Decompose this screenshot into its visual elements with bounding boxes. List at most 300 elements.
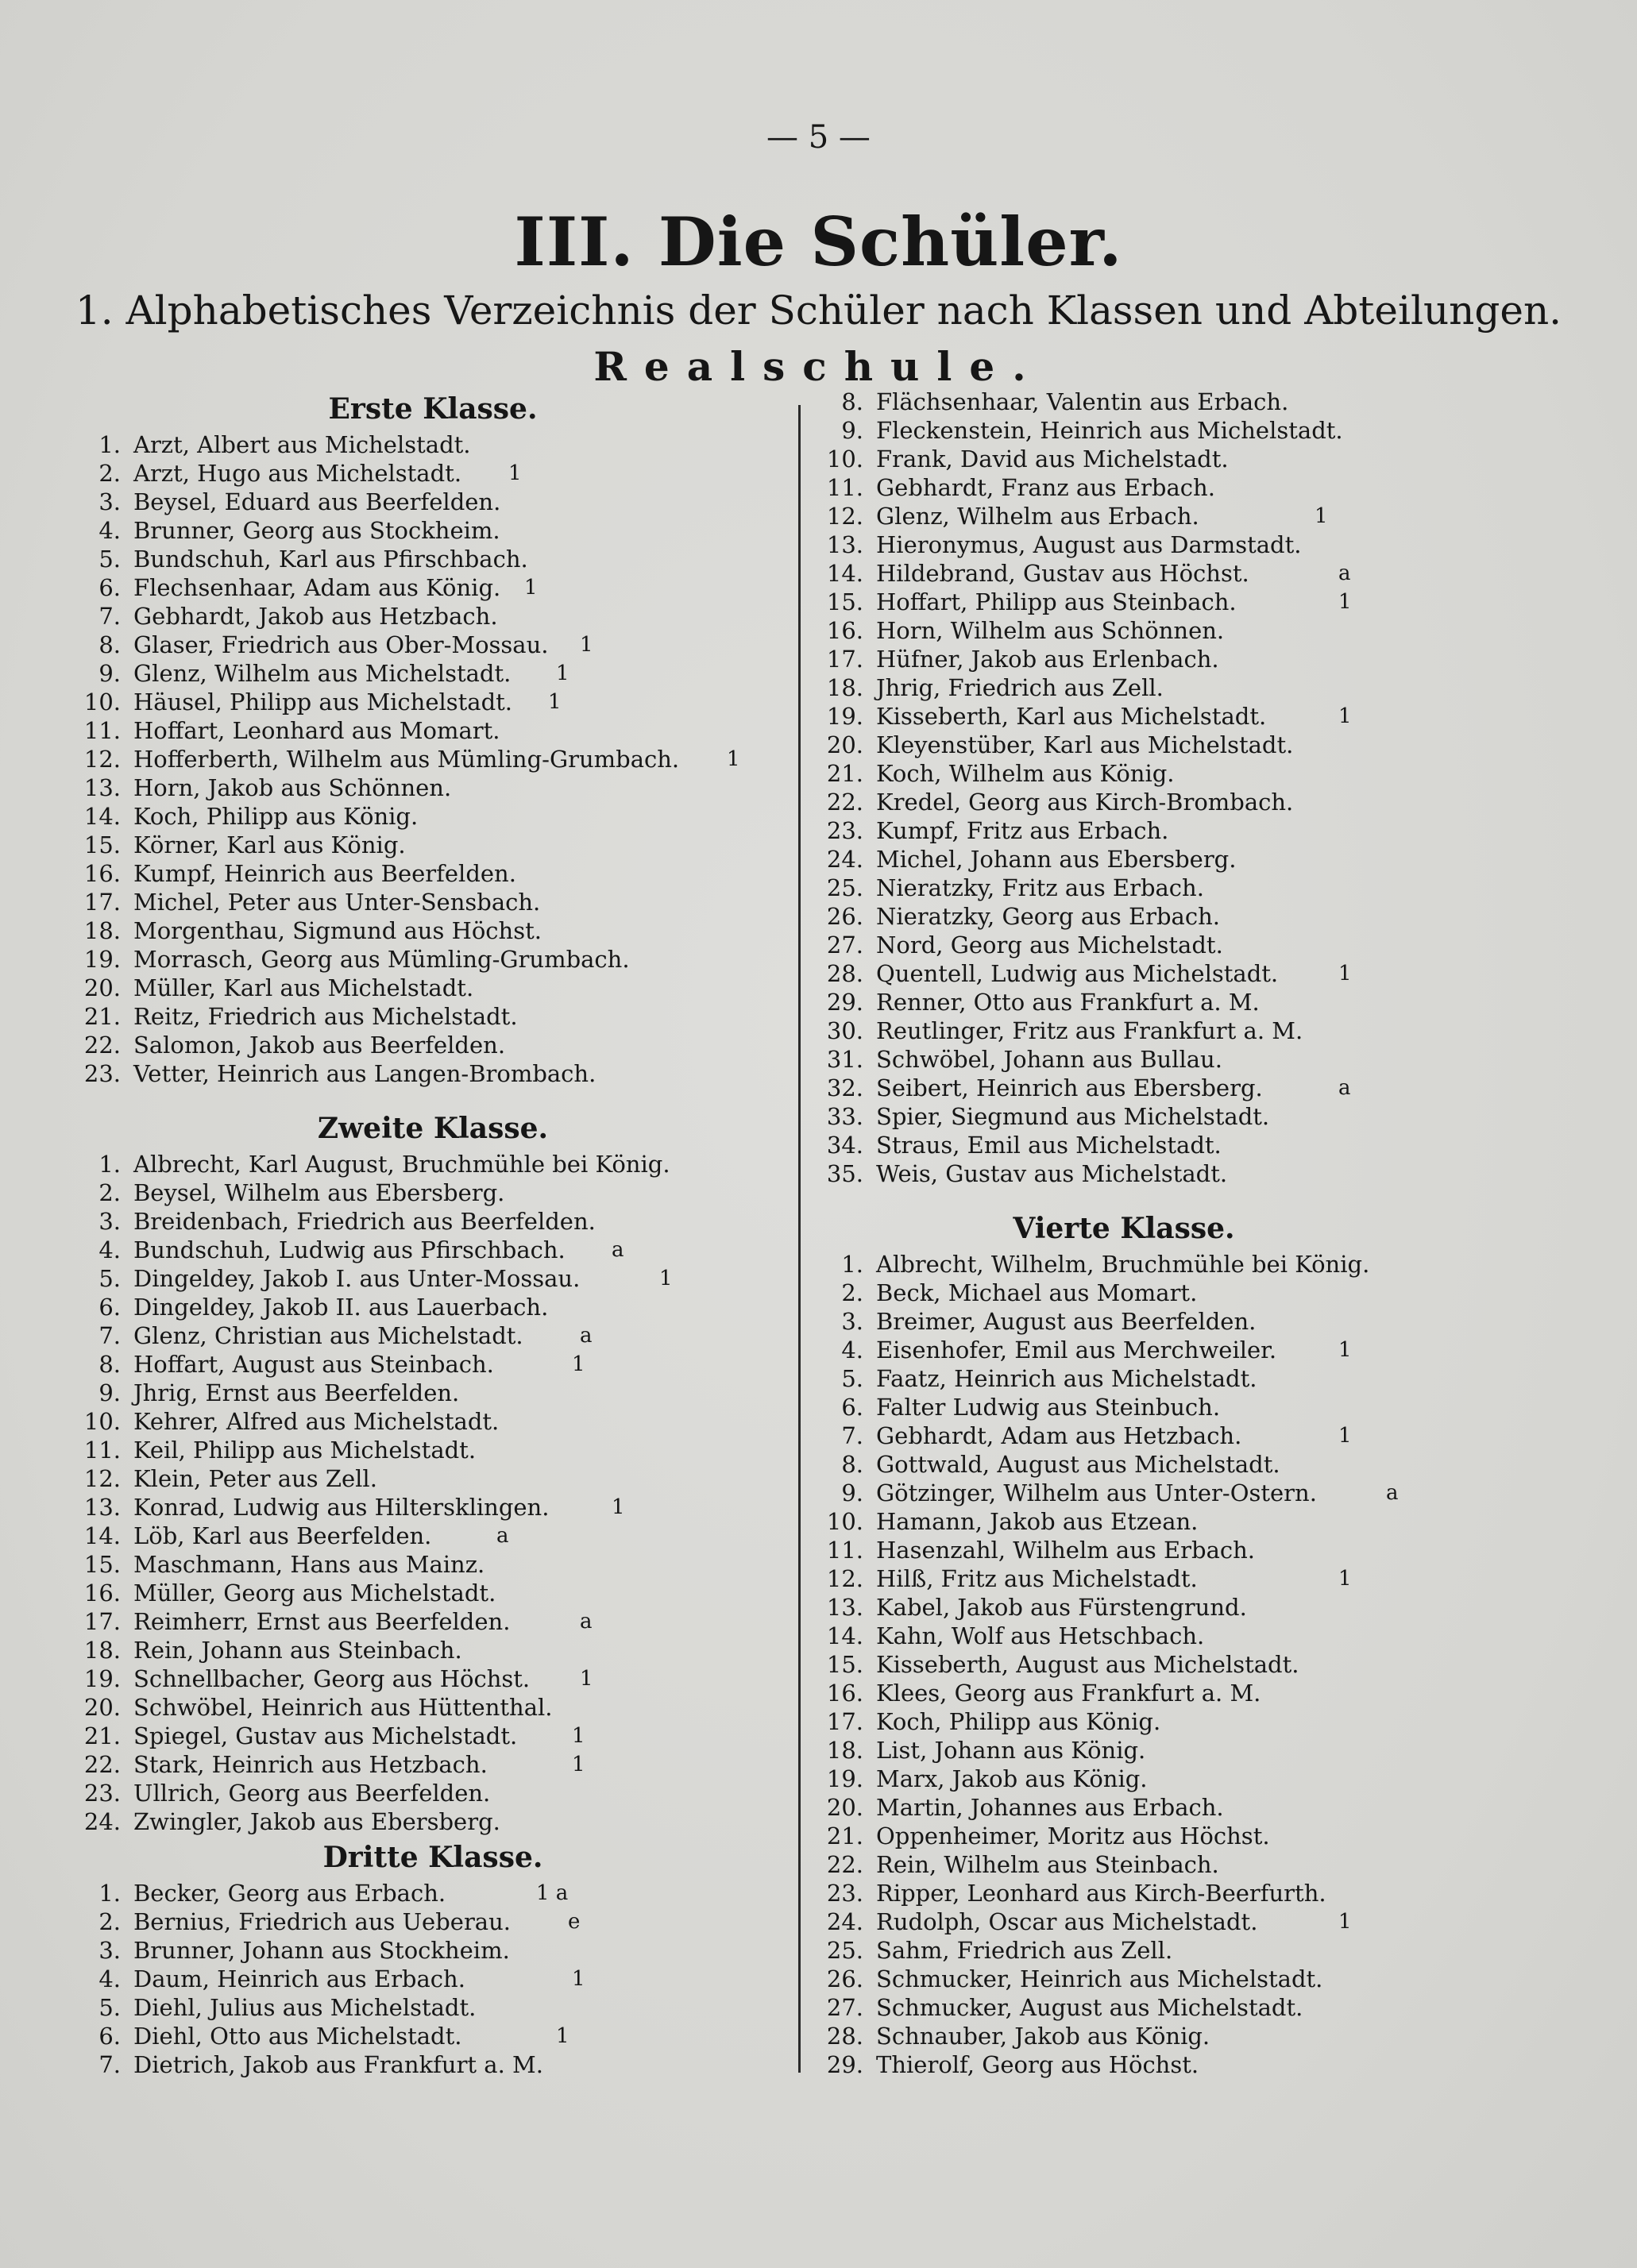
student-name: Klein, Peter aus Zell. <box>133 1465 377 1492</box>
entry-mark: 1 <box>1338 1424 1352 1448</box>
student-entry <box>822 1879 1426 1907</box>
student-entry <box>79 659 786 688</box>
column-divider <box>798 405 801 2073</box>
entry-number: 16. <box>826 617 863 644</box>
entry-number: 1. <box>98 1151 121 1178</box>
student-name: Schnellbacher, Georg aus Höchst. <box>133 1665 531 1692</box>
student-entry <box>79 1550 786 1579</box>
student-name: Stark, Heinrich aus Hetzbach. <box>133 1751 488 1778</box>
student-entry <box>79 945 786 974</box>
student-name: Eisenhofer, Emil aus Merchweiler. <box>876 1336 1277 1364</box>
student-entry <box>79 831 786 859</box>
student-entry <box>822 388 1426 416</box>
student-name: Breimer, August aus Beerfelden. <box>876 1308 1257 1335</box>
entry-mark: 1 <box>580 1667 593 1691</box>
entry-mark: 1 <box>572 1967 585 1991</box>
student-entry <box>822 530 1426 559</box>
entry-number: 29. <box>826 989 863 1016</box>
student-entry <box>79 1379 786 1407</box>
student-entry <box>79 2022 786 2050</box>
entry-number: 12. <box>83 746 121 773</box>
student-entry <box>822 1479 1426 1507</box>
entry-number: 26. <box>826 903 863 930</box>
student-entry <box>79 1002 786 1031</box>
student-name: Arzt, Albert aus Michelstadt. <box>133 431 471 458</box>
student-entry <box>822 959 1426 988</box>
student-name: Konrad, Ludwig aus Hiltersklingen. <box>133 1494 550 1521</box>
entry-number: 19. <box>83 1665 121 1692</box>
student-entry <box>79 802 786 831</box>
student-name: Keil, Philipp aus Michelstadt. <box>133 1437 477 1464</box>
student-name: Kumpf, Heinrich aus Beerfelden. <box>133 860 516 887</box>
student-entry <box>822 702 1426 731</box>
entry-number: 25. <box>826 1937 863 1964</box>
student-name: Glaser, Friedrich aus Ober-Mossau. <box>133 631 549 658</box>
student-name: Glenz, Christian aus Michelstadt. <box>133 1322 523 1349</box>
entry-number: 27. <box>826 932 863 958</box>
student-name: Brunner, Georg aus Stockheim. <box>133 517 500 544</box>
student-name: Hoffart, August aus Steinbach. <box>133 1351 494 1378</box>
student-entry <box>79 1579 786 1607</box>
entry-number: 22. <box>83 1032 121 1059</box>
entry-number: 20. <box>826 731 863 758</box>
entry-mark: 1 <box>572 1352 585 1376</box>
student-entry <box>79 2050 786 2079</box>
entry-number: 9. <box>98 660 121 687</box>
entry-number: 5. <box>98 1994 121 2021</box>
entry-number: 17. <box>83 889 121 916</box>
entry-number: 23. <box>826 817 863 844</box>
entry-number: 20. <box>83 974 121 1001</box>
entry-number: 7. <box>841 1422 863 1449</box>
entry-number: 2. <box>98 1908 121 1935</box>
entry-number: 13. <box>826 1594 863 1621</box>
student-name: Diehl, Otto aus Michelstadt. <box>133 2023 462 2050</box>
student-name: Weis, Gustav aus Michelstadt. <box>876 1160 1228 1187</box>
entry-number: 11. <box>826 1537 863 1564</box>
student-entry <box>79 1321 786 1350</box>
student-name: Löb, Karl aus Beerfelden. <box>133 1522 432 1549</box>
entry-number: 21. <box>83 1003 121 1030</box>
student-name: Müller, Georg aus Michelstadt. <box>133 1580 496 1606</box>
student-name: Götzinger, Wilhelm aus Unter-Ostern. <box>876 1479 1317 1506</box>
student-entry <box>79 1031 786 1059</box>
entry-number: 18. <box>83 917 121 944</box>
student-name: Kisseberth, Karl aus Michelstadt. <box>876 703 1267 730</box>
student-entry <box>79 1664 786 1693</box>
student-entry <box>79 974 786 1002</box>
student-name: Salomon, Jakob aus Beerfelden. <box>133 1032 506 1059</box>
student-entry <box>822 2050 1426 2079</box>
entry-number: 16. <box>83 860 121 887</box>
entry-number: 1. <box>841 1251 863 1278</box>
entry-number: 23. <box>83 1060 121 1087</box>
entry-number: 35. <box>826 1160 863 1187</box>
entry-number: 7. <box>98 1322 121 1349</box>
entry-number: 3. <box>841 1308 863 1335</box>
student-name: Ripper, Leonhard aus Kirch-Beerfurth. <box>876 1880 1326 1907</box>
entry-mark: 1 <box>548 690 562 714</box>
student-name: Arzt, Hugo aus Michelstadt. <box>133 460 462 487</box>
entry-number: 28. <box>826 2023 863 2050</box>
student-entry <box>79 688 786 716</box>
entry-number: 31. <box>826 1046 863 1073</box>
entry-number: 14. <box>826 560 863 587</box>
student-entry <box>79 1207 786 1236</box>
student-name: Nord, Georg aus Michelstadt. <box>876 932 1223 958</box>
entry-number: 24. <box>826 1908 863 1935</box>
student-name: Dingeldey, Jakob II. aus Lauerbach. <box>133 1294 549 1321</box>
entry-mark: a <box>580 1610 593 1634</box>
student-entry <box>822 1336 1426 1364</box>
entry-number: 3. <box>98 1208 121 1235</box>
entry-number: 8. <box>98 631 121 658</box>
student-name: Koch, Philipp aus König. <box>133 803 419 830</box>
student-name: Schwöbel, Johann aus Bullau. <box>876 1046 1222 1073</box>
student-entry <box>822 788 1426 816</box>
student-entry <box>822 1045 1426 1074</box>
entry-number: 23. <box>83 1780 121 1807</box>
student-name: Hamann, Jakob aus Etzean. <box>876 1508 1199 1535</box>
entry-mark: 1 <box>1338 1567 1352 1591</box>
student-entry <box>79 888 786 916</box>
entry-number: 7. <box>98 603 121 630</box>
student-entry <box>79 1722 786 1750</box>
student-entry <box>79 1464 786 1493</box>
student-entry <box>822 473 1426 502</box>
entry-number: 16. <box>826 1680 863 1707</box>
student-name: Becker, Georg aus Erbach. <box>133 1880 446 1907</box>
student-entry <box>79 1807 786 1836</box>
student-name: Gebhardt, Franz aus Erbach. <box>876 474 1215 501</box>
student-name: Dingeldey, Jakob I. aus Unter-Mossau. <box>133 1265 581 1292</box>
entry-number: 8. <box>98 1351 121 1378</box>
student-entry <box>79 573 786 602</box>
entry-number: 4. <box>98 1236 121 1263</box>
entry-mark: a <box>1338 1076 1351 1100</box>
entry-number: 6. <box>98 1294 121 1321</box>
entry-mark: 1 <box>556 2024 569 2048</box>
entry-mark: a <box>612 1238 624 1262</box>
student-name: Kumpf, Fritz aus Erbach. <box>876 817 1169 844</box>
student-entry <box>822 988 1426 1016</box>
student-name: Hilß, Fritz aus Michelstadt. <box>876 1565 1198 1592</box>
entry-number: 2. <box>841 1279 863 1306</box>
entry-number: 13. <box>83 1494 121 1521</box>
entry-number: 10. <box>826 1508 863 1535</box>
class-heading: Dritte Klasse. <box>322 1841 543 1874</box>
entry-number: 17. <box>83 1608 121 1635</box>
student-entry <box>822 1965 1426 1993</box>
student-name: Hasenzahl, Wilhelm aus Erbach. <box>876 1537 1256 1564</box>
student-name: Schmucker, Heinrich aus Michelstadt. <box>876 1965 1323 1992</box>
student-name: Kleyenstüber, Karl aus Michelstadt. <box>876 731 1294 758</box>
entry-number: 21. <box>826 760 863 787</box>
student-entry <box>822 1507 1426 1536</box>
student-name: Kisseberth, August aus Michelstadt. <box>876 1651 1299 1678</box>
student-entry <box>79 1965 786 1993</box>
student-entry <box>822 1250 1426 1279</box>
student-entry <box>822 1622 1426 1650</box>
student-name: Koch, Philipp aus König. <box>876 1708 1161 1735</box>
student-name: Frank, David aus Michelstadt. <box>876 446 1229 472</box>
student-entry <box>822 1307 1426 1336</box>
student-name: Kredel, Georg aus Kirch-Brombach. <box>876 789 1294 816</box>
student-name: Glenz, Wilhelm aus Erbach. <box>876 503 1199 530</box>
student-name: Brunner, Johann aus Stockheim. <box>133 1937 510 1964</box>
class-section-dritte <box>79 1836 786 2079</box>
school-heading: Realschule. <box>593 343 1044 390</box>
student-entry <box>79 1907 786 1936</box>
student-name: Faatz, Heinrich aus Michelstadt. <box>876 1365 1257 1392</box>
entry-number: 13. <box>83 774 121 801</box>
student-name: Schwöbel, Heinrich aus Hüttenthal. <box>133 1694 553 1721</box>
student-name: Spier, Siegmund aus Michelstadt. <box>876 1103 1270 1130</box>
student-name: Bundschuh, Karl aus Pfirschbach. <box>133 546 528 573</box>
student-entry <box>79 1993 786 2022</box>
entry-mark: a <box>496 1524 509 1548</box>
student-entry <box>822 1102 1426 1131</box>
student-entry <box>822 1159 1426 1188</box>
page-subtitle: 1. Alphabetisches Verzeichnis der Schüler nach Klassen und Abteilungen. <box>75 287 1562 334</box>
student-name: Morrasch, Georg aus Mümling-Grumbach. <box>133 946 630 973</box>
entry-number: 1. <box>98 431 121 458</box>
student-entry <box>822 1393 1426 1421</box>
student-name: Hoffart, Philipp aus Steinbach. <box>876 588 1237 615</box>
student-name: Gebhardt, Adam aus Hetzbach. <box>876 1422 1242 1449</box>
entry-number: 12. <box>826 1565 863 1592</box>
entry-mark: 1 <box>572 1753 585 1776</box>
class-heading: Zweite Klasse. <box>317 1112 549 1145</box>
student-entry <box>822 1993 1426 2022</box>
entry-number: 14. <box>83 803 121 830</box>
student-name: Müller, Karl aus Michelstadt. <box>133 974 474 1001</box>
student-name: Reutlinger, Fritz aus Frankfurt a. M. <box>876 1017 1303 1044</box>
student-entry <box>79 1750 786 1779</box>
student-name: Dietrich, Jakob aus Frankfurt a. M. <box>133 2051 543 2078</box>
student-entry <box>79 488 786 516</box>
student-entry <box>822 902 1426 931</box>
entry-number: 18. <box>826 674 863 701</box>
entry-number: 15. <box>83 1551 121 1578</box>
student-entry <box>79 545 786 573</box>
entry-number: 29. <box>826 2051 863 2078</box>
class-section-dritte-continued <box>822 388 1426 1188</box>
student-name: Schnauber, Jakob aus König. <box>876 2023 1210 2050</box>
entry-number: 19. <box>826 1765 863 1792</box>
entry-number: 9. <box>841 417 863 444</box>
student-name: Hoffart, Leonhard aus Momart. <box>133 717 500 744</box>
class-heading: Erste Klasse. <box>328 392 538 426</box>
student-entry <box>822 1679 1426 1707</box>
student-name: Maschmann, Hans aus Mainz. <box>133 1551 485 1578</box>
student-entry <box>822 616 1426 645</box>
entry-mark: a <box>580 1324 593 1348</box>
entry-number: 14. <box>83 1522 121 1549</box>
entry-number: 13. <box>826 531 863 558</box>
student-name: Sahm, Friedrich aus Zell. <box>876 1937 1173 1964</box>
entry-mark: 1 <box>1338 1910 1352 1934</box>
entry-number: 6. <box>98 574 121 601</box>
student-entry <box>79 459 786 488</box>
entry-mark: 1 <box>1338 590 1352 614</box>
student-name: Horn, Jakob aus Schönnen. <box>133 774 452 801</box>
entry-number: 10. <box>83 688 121 716</box>
student-entry <box>822 1450 1426 1479</box>
student-name: Kehrer, Alfred aus Michelstadt. <box>133 1408 500 1435</box>
entry-number: 22. <box>83 1751 121 1778</box>
entry-mark: 1 <box>1338 704 1352 728</box>
entry-number: 24. <box>83 1808 121 1835</box>
entry-number: 8. <box>841 1451 863 1478</box>
student-name: Körner, Karl aus König. <box>133 831 406 858</box>
student-name: Kabel, Jakob aus Fürstengrund. <box>876 1594 1247 1621</box>
class-section-zweite <box>79 1107 786 1836</box>
entry-mark: 1 <box>1315 504 1328 528</box>
entry-mark: 1 <box>1338 962 1352 986</box>
student-name: Flechsenhaar, Adam aus König. <box>133 574 501 601</box>
student-name: Michel, Johann aus Ebersberg. <box>876 846 1237 873</box>
student-entry <box>822 931 1426 959</box>
entry-mark: 1 <box>580 633 593 657</box>
student-entry <box>822 1131 1426 1159</box>
student-name: Zwingler, Jakob aus Ebersberg. <box>133 1808 500 1835</box>
entry-mark: 1 <box>659 1267 673 1290</box>
entry-number: 6. <box>98 2023 121 2050</box>
student-name: Rein, Wilhelm aus Steinbach. <box>876 1851 1219 1878</box>
entry-number: 19. <box>826 703 863 730</box>
student-entry <box>79 1607 786 1636</box>
entry-number: 15. <box>83 831 121 858</box>
student-name: Breidenbach, Friedrich aus Beerfelden. <box>133 1208 596 1235</box>
student-entry <box>79 1436 786 1464</box>
entry-mark: 1 <box>572 1724 585 1748</box>
student-entry <box>822 1074 1426 1102</box>
student-name: Albrecht, Wilhelm, Bruchmühle bei König. <box>876 1251 1370 1278</box>
entry-number: 32. <box>826 1074 863 1101</box>
student-entry <box>822 645 1426 673</box>
entry-number: 9. <box>98 1379 121 1406</box>
entry-number: 12. <box>826 503 863 530</box>
student-name: Bernius, Friedrich aus Ueberau. <box>133 1908 511 1935</box>
student-name: Nieratzky, Fritz aus Erbach. <box>876 874 1204 901</box>
entry-number: 3. <box>98 1937 121 1964</box>
entry-number: 11. <box>826 474 863 501</box>
page-title: III. Die Schüler. <box>514 202 1123 281</box>
student-name: Fleckenstein, Heinrich aus Michelstadt. <box>876 417 1343 444</box>
student-name: Jhrig, Ernst aus Beerfelden. <box>133 1379 460 1406</box>
student-name: Beck, Michael aus Momart. <box>876 1279 1198 1306</box>
student-entry <box>79 430 786 459</box>
student-name: Hüfner, Jakob aus Erlenbach. <box>876 646 1219 673</box>
entry-number: 17. <box>826 646 863 673</box>
student-entry <box>79 1059 786 1088</box>
student-name: List, Johann aus König. <box>876 1737 1146 1764</box>
student-name: Klees, Georg aus Frankfurt a. M. <box>876 1680 1261 1707</box>
student-name: Reimherr, Ernst aus Beerfelden. <box>133 1608 511 1635</box>
student-entry <box>822 1650 1426 1679</box>
student-name: Gottwald, August aus Michelstadt. <box>876 1451 1280 1478</box>
student-name: Morgenthau, Sigmund aus Höchst. <box>133 917 542 944</box>
student-entry <box>822 1707 1426 1736</box>
student-entry <box>79 1493 786 1522</box>
entry-number: 25. <box>826 874 863 901</box>
student-entry <box>822 1793 1426 1822</box>
student-name: Hofferberth, Wilhelm aus Mümling-Grumbach. <box>133 746 680 773</box>
student-entry <box>79 1636 786 1664</box>
student-entry <box>79 773 786 802</box>
entry-mark: a <box>1338 561 1351 585</box>
student-entry <box>822 731 1426 759</box>
entry-number: 2. <box>98 1179 121 1206</box>
student-entry <box>822 1016 1426 1045</box>
entry-mark: 1 <box>1338 1338 1352 1362</box>
student-entry <box>822 1564 1426 1593</box>
student-name: Diehl, Julius aus Michelstadt. <box>133 1994 477 2021</box>
student-entry <box>822 1536 1426 1564</box>
student-entry <box>822 1593 1426 1622</box>
entry-number: 4. <box>98 1965 121 1992</box>
student-entry <box>822 445 1426 473</box>
entry-number: 5. <box>98 546 121 573</box>
student-name: Michel, Peter aus Unter-Sensbach. <box>133 889 541 916</box>
student-name: Nieratzky, Georg aus Erbach. <box>876 903 1220 930</box>
entry-number: 27. <box>826 1994 863 2021</box>
student-entry <box>822 1765 1426 1793</box>
student-name: Rein, Johann aus Steinbach. <box>133 1637 462 1664</box>
student-name: Beysel, Eduard aus Beerfelden. <box>133 488 501 515</box>
student-entry <box>822 588 1426 616</box>
student-entry <box>79 1264 786 1293</box>
entry-number: 2. <box>98 460 121 487</box>
student-name: Martin, Johannes aus Erbach. <box>876 1794 1224 1821</box>
entry-number: 5. <box>841 1365 863 1392</box>
entry-mark: 1 <box>508 461 522 485</box>
entry-number: 3. <box>98 488 121 515</box>
entry-number: 12. <box>83 1465 121 1492</box>
student-entry <box>822 502 1426 530</box>
student-name: Falter Ludwig aus Steinbuch. <box>876 1394 1221 1421</box>
entry-number: 20. <box>826 1794 863 1821</box>
entry-number: 28. <box>826 960 863 987</box>
student-name: Glenz, Wilhelm aus Michelstadt. <box>133 660 512 687</box>
student-entry <box>822 816 1426 845</box>
student-name: Ullrich, Georg aus Beerfelden. <box>133 1780 491 1807</box>
entry-number: 1. <box>98 1880 121 1907</box>
student-entry <box>79 631 786 659</box>
entry-number: 10. <box>83 1408 121 1435</box>
entry-number: 11. <box>83 1437 121 1464</box>
student-entry <box>79 1693 786 1722</box>
entry-number: 23. <box>826 1880 863 1907</box>
student-name: Koch, Wilhelm aus König. <box>876 760 1175 787</box>
student-entry <box>79 1936 786 1965</box>
student-entry <box>822 1907 1426 1936</box>
entry-number: 21. <box>826 1822 863 1850</box>
student-name: Kahn, Wolf aus Hetschbach. <box>876 1622 1205 1649</box>
entry-mark: 1 <box>556 662 569 685</box>
student-entry <box>822 673 1426 702</box>
entry-number: 5. <box>98 1265 121 1292</box>
entry-number: 26. <box>826 1965 863 1992</box>
student-entry <box>822 1736 1426 1765</box>
entry-number: 8. <box>841 388 863 415</box>
entry-number: 34. <box>826 1132 863 1159</box>
student-entry <box>79 716 786 745</box>
entry-number: 18. <box>83 1637 121 1664</box>
student-entry <box>822 874 1426 902</box>
student-name: Oppenheimer, Moritz aus Höchst. <box>876 1822 1270 1850</box>
